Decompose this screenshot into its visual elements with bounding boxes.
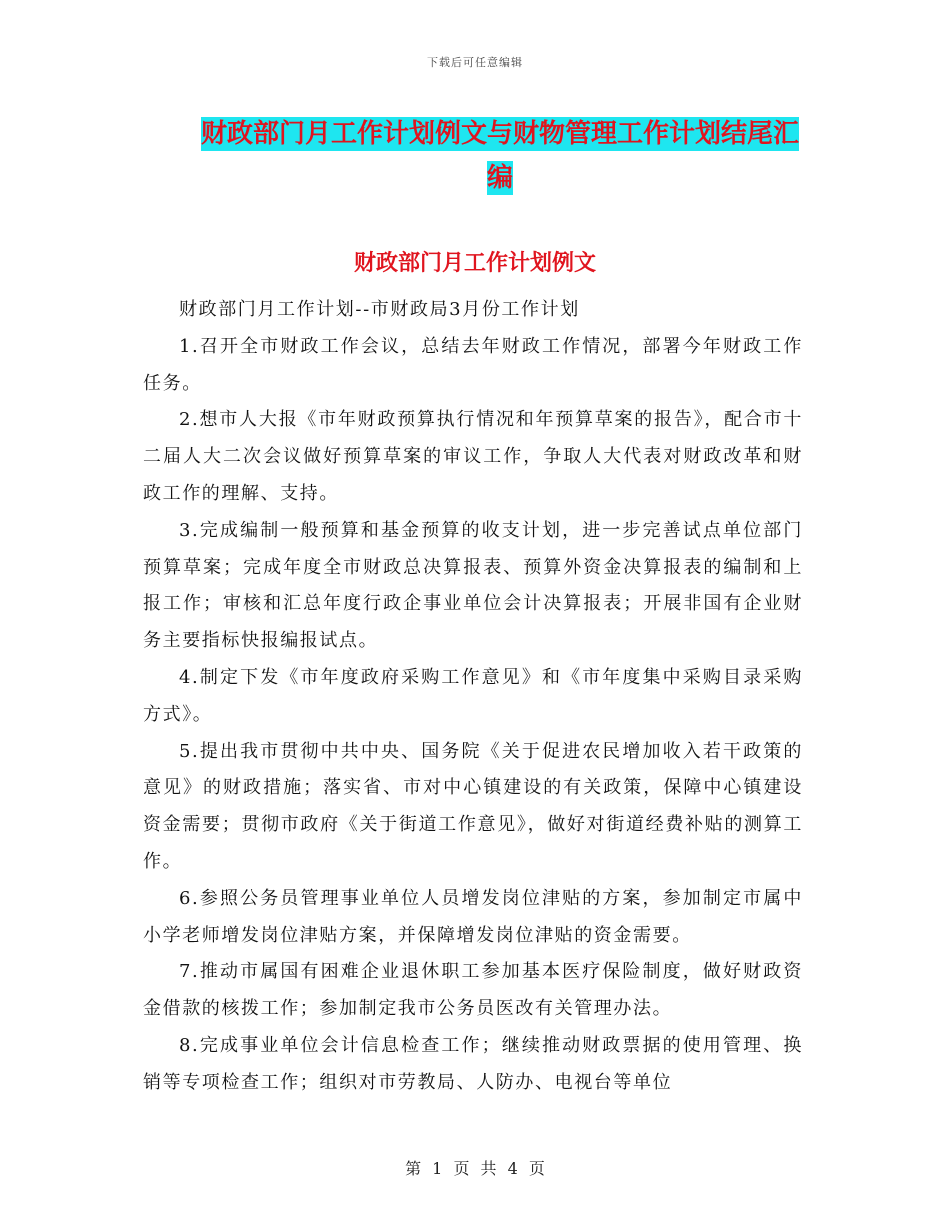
paragraph: 6.参照公务员管理事业单位人员增发岗位津贴的方案，参加制定市属中小学老师增发岗位津贴方案，并保障增发岗位津贴的资金需要。 bbox=[143, 887, 803, 946]
document-body bbox=[143, 292, 803, 1102]
document-title-text: 财政部门月工作计划例文与财物管理工作计划结尾汇编 bbox=[200, 119, 799, 193]
paragraph: 2.想市人大报《市年财政预算执行情况和年预算草案的报告》，配合市十二届人大二次会议做好预算草案的审议工作，争取人大代表对财政改革和财政工作的理解、支持。 bbox=[143, 409, 803, 504]
document-title bbox=[190, 112, 810, 200]
header-note: 下载后可任意编辑 bbox=[427, 56, 523, 69]
paragraph: 3.完成编制一般预算和基金预算的收支计划，进一步完善试点单位部门预算草案；完成年度全市财政总决算报表、预算外资金决算报表的编制和上报工作；审核和汇总年度行政企事业单位会计决算报表；开展非国有企业财务主要指标快报编报试点。 bbox=[143, 519, 803, 652]
paragraph: 7.推动市属国有困难企业退休职工参加基本医疗保险制度，做好财政资金借款的核拨工作；参加制定我市公务员医改有关管理办法。 bbox=[143, 961, 803, 1020]
section-title: 财政部门月工作计划例文 bbox=[353, 251, 596, 276]
paragraph: 4.制定下发《市年度政府采购工作意见》和《市年度集中采购目录采购方式》。 bbox=[143, 666, 803, 725]
paragraph: 5.提出我市贯彻中共中央、国务院《关于促进农民增加收入若干政策的意见》的财政措施；落实省、市对中心镇建设的有关政策，保障中心镇建设资金需要；贯彻市政府《关于街道工作意见》，做好对街道经费补贴的测算工作。 bbox=[143, 740, 803, 872]
page-number: 第 1 页 共 4 页 bbox=[405, 1159, 545, 1178]
paragraph: 1.召开全市财政工作会议，总结去年财政工作情况，部署今年财政工作任务。 bbox=[143, 335, 803, 394]
paragraph: 8.完成事业单位会计信息检查工作；继续推动财政票据的使用管理、换销等专项检查工作；组织对市劳教局、人防办、电视台等单位 bbox=[143, 1034, 803, 1093]
paragraph: 财政部门月工作计划--市财政局3月份工作计划 bbox=[179, 299, 580, 320]
